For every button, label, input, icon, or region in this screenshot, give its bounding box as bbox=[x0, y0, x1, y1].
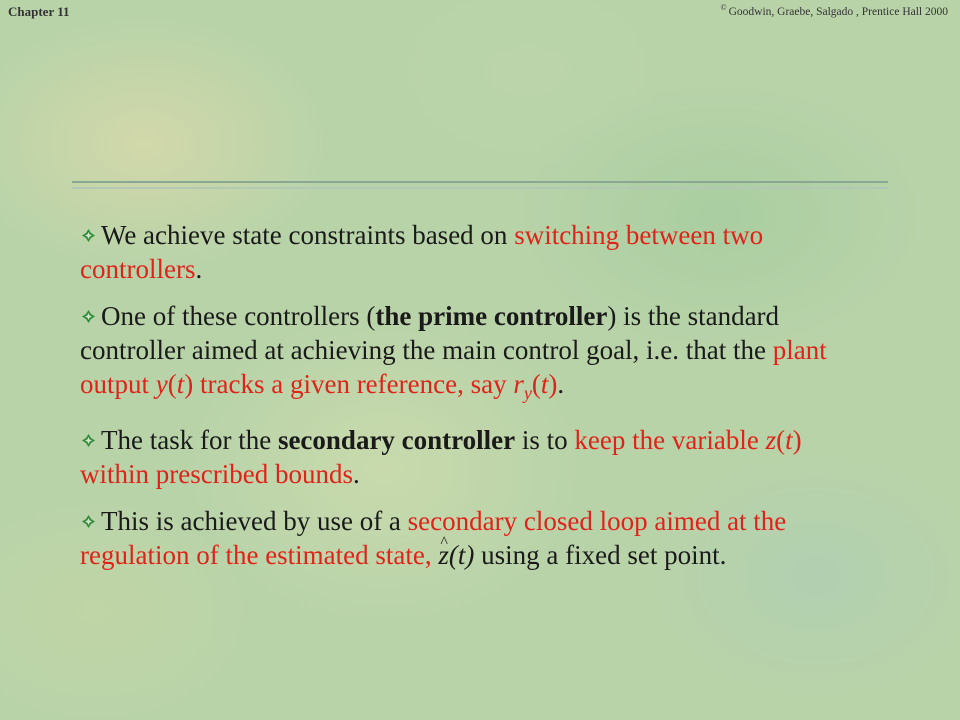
text-highlight: within prescribed bounds bbox=[80, 459, 353, 489]
bullet-item-1 bbox=[80, 218, 870, 286]
math-var: r bbox=[513, 369, 524, 399]
text-bold: secondary controller bbox=[277, 425, 516, 455]
text-highlight: secondary closed loop aimed at the regulation of the estimated state, bbox=[80, 506, 787, 570]
copyright-notice bbox=[721, 3, 948, 18]
text-bold: the prime controller bbox=[375, 301, 608, 331]
math-var: z bbox=[765, 425, 777, 455]
copyright-symbol: © bbox=[720, 3, 727, 12]
diamond-bullet-icon bbox=[82, 515, 95, 528]
text: This is achieved by use of a bbox=[101, 506, 408, 536]
text: ) is the standard controller aimed at achieving the main control goal, i.e. that the bbox=[80, 301, 780, 365]
bullet-item-4 bbox=[80, 504, 870, 572]
diamond-bullet-icon bbox=[82, 434, 95, 447]
text: The task for the bbox=[101, 425, 278, 455]
math-var: t bbox=[540, 369, 549, 399]
text-highlight: ) tracks a given reference, say bbox=[184, 369, 514, 399]
text: We achieve state constraints based on bbox=[101, 220, 515, 250]
chapter-label: Chapter 11 bbox=[8, 4, 70, 19]
estimated-state-symbol bbox=[438, 540, 474, 570]
math-subscript: y bbox=[523, 383, 532, 403]
copyright-text: Goodwin, Graebe, Salgado , Prentice Hall 2000 bbox=[728, 5, 948, 18]
text: using a fixed set point. bbox=[474, 540, 727, 570]
text-highlight: ) bbox=[548, 369, 558, 399]
bullet-item-3 bbox=[80, 423, 870, 491]
text: . bbox=[195, 254, 203, 284]
text: . bbox=[557, 369, 565, 399]
text-highlight: ( bbox=[531, 369, 541, 399]
text-highlight: switching between two controllers bbox=[80, 220, 764, 284]
text: . bbox=[352, 459, 360, 489]
text-highlight: ( bbox=[776, 425, 786, 455]
text-highlight: ) bbox=[792, 425, 802, 455]
text-highlight: keep the variable bbox=[574, 425, 766, 455]
math-var: t bbox=[785, 425, 793, 455]
math-var: t bbox=[176, 369, 185, 399]
math-var: y bbox=[155, 369, 168, 399]
diamond-bullet-icon bbox=[82, 310, 95, 323]
bullet-item-2 bbox=[80, 299, 870, 410]
text-highlight: ( bbox=[167, 369, 177, 399]
text-highlight: plant output bbox=[80, 335, 827, 399]
math-var: ^ z bbox=[438, 540, 449, 570]
text: One of these controllers ( bbox=[101, 301, 376, 331]
text: is to bbox=[515, 425, 575, 455]
slide-body bbox=[80, 218, 870, 585]
math-arg: (t) bbox=[448, 540, 475, 570]
title-divider bbox=[72, 181, 888, 189]
diamond-bullet-icon bbox=[82, 229, 95, 242]
